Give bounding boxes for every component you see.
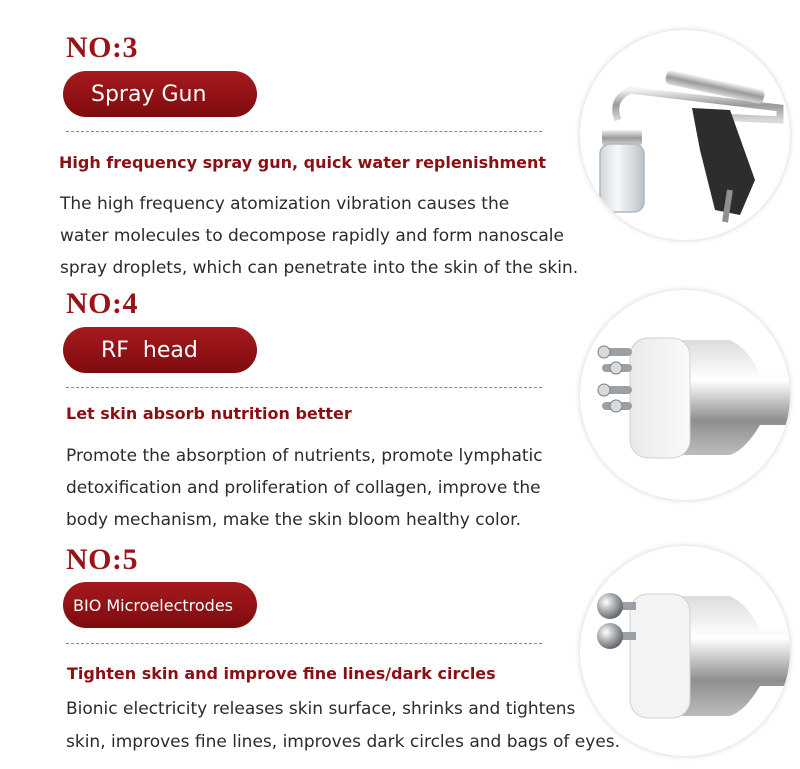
divider — [66, 643, 542, 644]
description-line: Promote the absorption of nutrients, promote lymphatic — [66, 446, 543, 466]
feature-tag-label: Spray Gun — [91, 81, 207, 107]
feature-tag-label: RF head — [101, 337, 198, 363]
section-number: NO:5 — [66, 543, 138, 576]
description-line: The high frequency atomization vibration causes the — [60, 194, 510, 214]
section-number: NO:3 — [66, 31, 138, 64]
description-line: water molecules to decompose rapidly and form nanoscale — [60, 226, 564, 246]
feature-headline: High frequency spray gun, quick water replenishment — [59, 153, 547, 172]
description-line: detoxification and proliferation of collagen, improve the — [66, 478, 541, 498]
feature-description — [66, 693, 620, 759]
description-line: Bionic electricity releases skin surface, shrinks and tightens — [66, 699, 576, 719]
feature-headline: Let skin absorb nutrition better — [66, 404, 352, 423]
section-number: NO:4 — [66, 287, 138, 320]
feature-tag-label: BIO Microelectrodes — [73, 595, 233, 615]
description-line: body mechanism, make the skin bloom healthy color. — [66, 510, 521, 530]
feature-headline: Tighten skin and improve fine lines/dark circles — [67, 664, 496, 683]
feature-tag — [63, 582, 257, 628]
bio-microelectrode-image — [580, 546, 790, 756]
description-line: skin, improves fine lines, improves dark circles and bags of eyes. — [66, 732, 621, 752]
description-line: spray droplets, which can penetrate into the skin of the skin. — [60, 258, 579, 278]
